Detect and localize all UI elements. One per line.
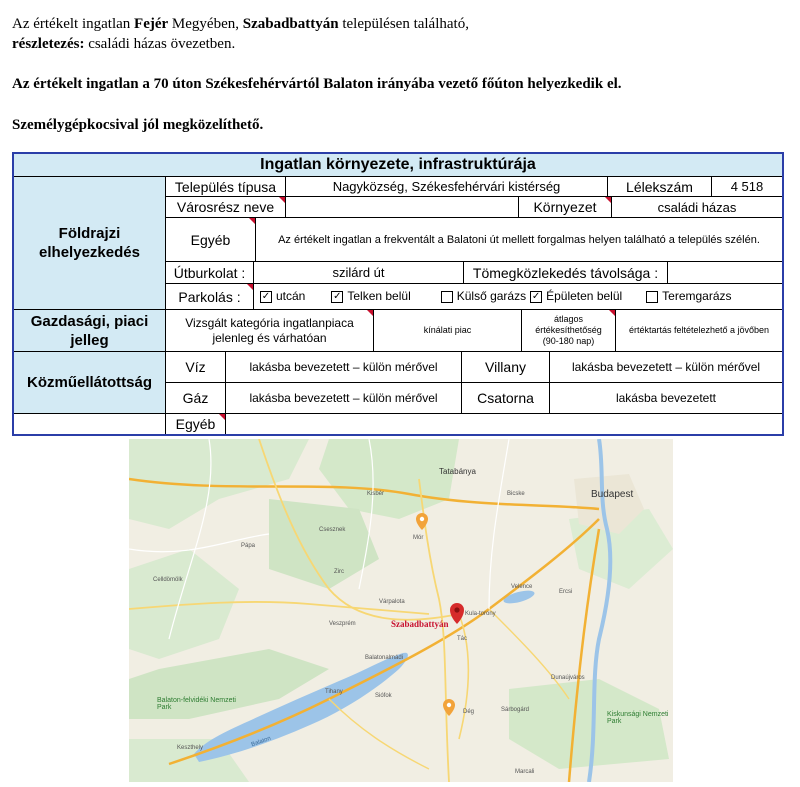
town-name: Szabadbattyán xyxy=(242,16,339,32)
settlement-type-value: Nagyközség, Székesfehérvári kistérség xyxy=(286,177,608,197)
util-other-value xyxy=(226,414,782,434)
blank-cell xyxy=(14,414,166,434)
map-label-sarbogard: Sárbogárd xyxy=(501,707,530,713)
map-label-deg: Dég xyxy=(463,709,475,715)
checkbox-kulso-garazs[interactable] xyxy=(441,291,453,303)
econ-average: átlagos értékesíthetőség (90-180 nap) xyxy=(522,310,616,352)
road-paragraph: Az értékelt ingatlan a 70 úton Székesfehérvártól Balaton irányába vezető főúton helyezkedik el. xyxy=(12,76,622,92)
county-name: Fejér xyxy=(134,16,169,32)
district-label: Városrész neve xyxy=(166,197,286,218)
map-label-ercsi: Ercsi xyxy=(559,589,573,595)
map-label-mor: Mór xyxy=(413,535,424,541)
checkbox-utcan[interactable]: ✓ xyxy=(261,290,271,302)
map-label-tamasi: Marcali xyxy=(515,769,535,775)
intro-text: településen található, xyxy=(338,16,469,32)
parking-options xyxy=(254,284,782,310)
map-label-veszprem: Veszprém xyxy=(329,621,356,627)
map-label-zirc: Zirc xyxy=(334,569,344,575)
checkbox-teremgarazs[interactable] xyxy=(646,291,658,303)
map-label-budapest: Budapest xyxy=(591,489,634,500)
pin-label: Szabadbattyán xyxy=(391,619,449,629)
map-label-kiskunsagi: Kiskunsági Nemzeti Park xyxy=(607,711,669,725)
water-value: lakásba bevezetett – külön mérővel xyxy=(226,352,462,383)
transit-label: Tömegközlekedés távolsága : xyxy=(464,262,668,284)
sewer-value: lakásba bevezetett xyxy=(550,383,782,414)
environment-label: Környezet xyxy=(519,197,612,218)
infrastructure-table xyxy=(12,152,784,436)
map-label-tihany: Tihany xyxy=(325,689,343,695)
map-label-celldomolk: Celldömölk xyxy=(153,577,183,583)
section-geo: Földrajzi elhelyezkedés xyxy=(14,177,166,310)
parking-option-label: utcán xyxy=(276,289,306,303)
parking-option-label: Épületen belül xyxy=(546,289,623,303)
other-label: Egyéb xyxy=(166,218,256,262)
parking-option-label: Telken belül xyxy=(347,289,411,303)
transit-value xyxy=(668,262,782,284)
parking-option-label: Külső garázs xyxy=(456,289,527,303)
map-label-siofok: Siófok xyxy=(375,693,392,699)
location-map[interactable] xyxy=(129,439,673,782)
map-label-varpalota: Várpalota xyxy=(379,599,405,605)
map-label-bicske: Bicske xyxy=(507,491,525,497)
econ-category: Vizsgált kategória ingatlanpiaca jelenleg és várhatóan xyxy=(166,310,374,352)
econ-future: értéktartás feltételezhető a jövőben xyxy=(616,310,782,352)
map-label-tac: Tác xyxy=(457,636,468,642)
map-label-velence: Velence xyxy=(511,584,533,590)
other-value: Az értékelt ingatlan a frekventált a Balatoni út mellett forgalmas helyen található a település szélén. xyxy=(256,218,782,262)
intro-text: Megyében, xyxy=(168,16,243,32)
water-label: Víz xyxy=(166,352,226,383)
map-label-csesznek: Csesznek xyxy=(319,527,346,533)
district-value xyxy=(286,197,519,218)
road-surface-value: szilárd út xyxy=(254,262,464,284)
map-label-tatabanya: Tatabánya xyxy=(439,467,476,476)
gas-label: Gáz xyxy=(166,383,226,414)
util-other-label: Egyéb xyxy=(166,414,226,434)
map-label-dunaujvaros: Dunaújváros xyxy=(551,675,585,681)
map-label-balatonalmadi: Balatonalmádi xyxy=(365,655,404,661)
intro-text: Az értékelt ingatlan xyxy=(12,16,135,32)
parking-option-label: Teremgarázs xyxy=(662,289,732,303)
road-surface-label: Útburkolat : xyxy=(166,262,254,284)
map-label-kisber: Kisbér xyxy=(367,491,385,497)
map-label-balaton-felvideki: Balaton-felvidéki Nemzeti Park xyxy=(157,697,236,711)
gas-value: lakásba bevezetett – külön mérővel xyxy=(226,383,462,414)
econ-supply: kínálati piac xyxy=(374,310,522,352)
access-paragraph: Személygépkocsival jól megközelíthető. xyxy=(12,117,264,133)
checkbox-telken-belul[interactable]: ✓ xyxy=(333,290,342,302)
checkbox-epuleten-belul[interactable]: ✓ xyxy=(531,290,541,302)
map-label-papa: Pápa xyxy=(241,543,256,549)
population-value: 4 518 xyxy=(712,177,782,197)
section-util: Közműellátottság xyxy=(14,352,166,414)
population-label: Lélekszám xyxy=(608,177,712,197)
detail-label: részletezés: xyxy=(12,36,85,52)
map-label-balaton: Balaton xyxy=(250,735,272,749)
electric-value: lakásba bevezetett – külön mérővel xyxy=(550,352,782,383)
electric-label: Villany xyxy=(462,352,550,383)
detail-value: családi házas övezetben. xyxy=(84,36,236,52)
intro-line-1 xyxy=(12,14,469,54)
environment-value: családi házas xyxy=(612,197,782,218)
table-title: Ingatlan környezete, infrastruktúrája xyxy=(14,154,782,177)
sewer-label: Csatorna xyxy=(462,383,550,414)
map-label-kula-torony: Kula-torony xyxy=(465,611,496,617)
settlement-type-label: Település típusa xyxy=(166,177,286,197)
section-econ: Gazdasági, piaci jelleg xyxy=(14,310,166,352)
map-label-keszthely: Keszthely xyxy=(177,745,204,751)
parking-label: Parkolás : xyxy=(166,284,254,310)
